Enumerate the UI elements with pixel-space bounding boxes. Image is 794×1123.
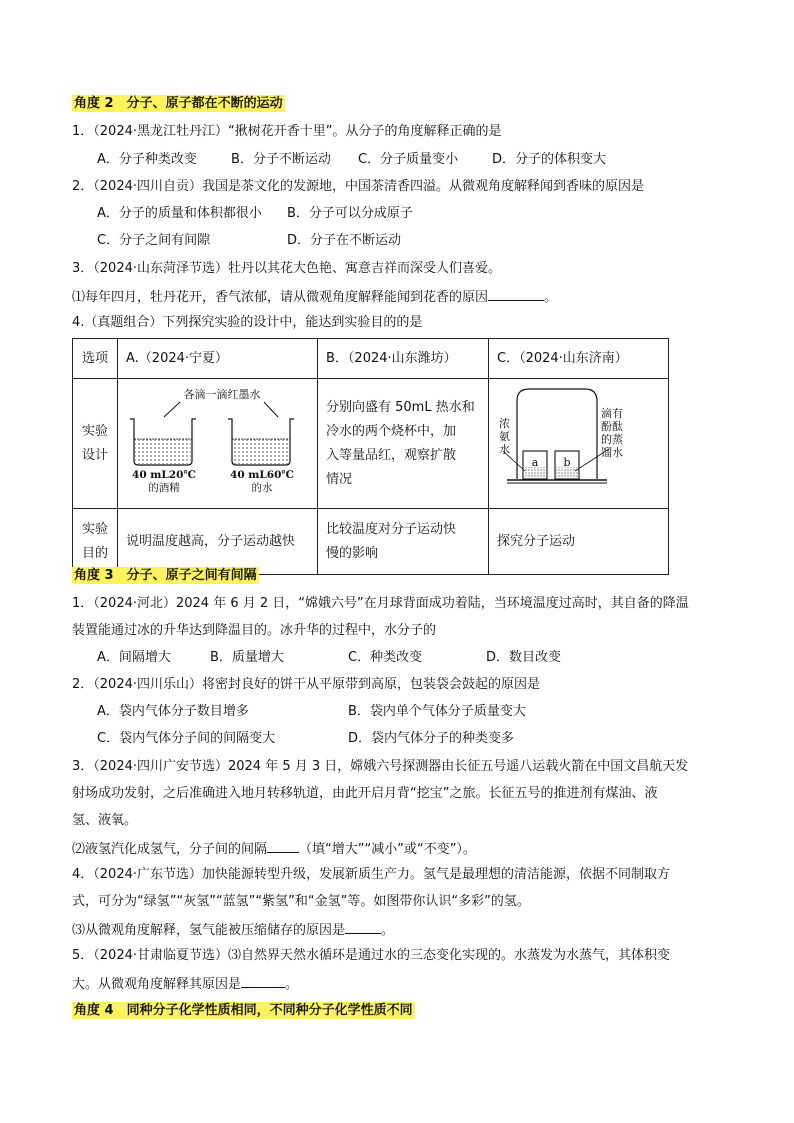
answer-blank[interactable] [345, 921, 381, 934]
svg-text:b: b [563, 456, 571, 469]
s2-q2-stem: 2．（2024·四川自贡）我国是茶文化的发源地，中国茶清香四溢。从微观角度解释闻到香味的原因是 [72, 179, 644, 194]
header-c: C．（2024·山东济南） [489, 339, 669, 379]
svg-text:水: 水 [499, 443, 510, 456]
s2-q2-option-b: B．分子可以分成原子 [287, 206, 413, 221]
goal-row [73, 509, 669, 575]
left-beaker [130, 419, 196, 465]
svg-text:酚酞: 酚酞 [601, 420, 623, 433]
s2-q3-stem: 3．（2024·山东菏泽节选）牡丹以其花大色艳、寓意吉祥而深受人们喜爱。 [72, 261, 501, 276]
s2-q3-sub [72, 288, 557, 306]
svg-text:的蒸: 的蒸 [601, 433, 623, 446]
s3-q2-stem: 2．（2024·四川乐山）将密封良好的饼干从平原带到高原，包装袋会鼓起的原因是 [72, 677, 540, 692]
beakers-figure [118, 379, 318, 499]
s2-q1-option-c: C．分子质量变小 [358, 152, 459, 167]
goal-c: 探究分子运动 [489, 509, 669, 575]
s2-q2-option-d: D．分子在不断运动 [287, 233, 402, 248]
s2-q1-option-d: D．分子的体积变大 [492, 152, 607, 167]
section-3-title: 角度 3 分子、原子之间有间隔 [74, 568, 257, 583]
s3-q4-stem-1: 4．（2024·广东节选）加快能源转型升级，发展新质生产力。氢气是最理想的清洁能源，依据不同制取方 [72, 867, 670, 882]
s2-q1-stem: 1．（2024·黑龙江牡丹江）“揪树花开香十里”。从分子的角度解释正确的是 [72, 124, 502, 139]
design-c-figure [489, 379, 669, 509]
goal-label: 实验 目的 [73, 509, 118, 575]
s3-q1-option-d: D．数目改变 [486, 650, 562, 665]
goal-a: 说明温度越高，分子运动越快 [118, 509, 318, 575]
s3-q5-stem-2: 大。从微观角度解释其原因是 。 [72, 977, 299, 992]
cup-b [555, 451, 579, 479]
section-4-title: 角度 4 同种分子化学性质相同，不同种分子化学性质不同 [74, 1003, 413, 1018]
s3-q1-option-a: A．间隔增大 [97, 650, 171, 665]
left-label-2: 的酒精 [148, 482, 180, 494]
design-b-text: 分别向盛有 50mL 热水和 冷水的两个烧杯中，加 入等量品红，观察扩散 情况 [318, 379, 489, 509]
header-option: 选项 [73, 339, 118, 379]
s3-q3-stem-3: 氢、液氧。 [72, 813, 138, 828]
s3-q1-option-c: C．种类改变 [348, 650, 423, 665]
s3-q4-sub: ⑶从微观角度解释，氢气能被压缩储存的原因是 。 [72, 923, 395, 938]
s3-q3-stem-2: 射场成功发射，之后准确进入地月转移轨道，由此开启月背“挖宝”之旅。长征五号的推进剂有煤油、液 [72, 786, 658, 801]
s2-q2-option-a: A．分子的质量和体积都很小 [97, 206, 262, 221]
experiment-table [72, 338, 669, 575]
answer-blank[interactable] [488, 288, 544, 301]
s3-q2-option-a: A．袋内气体分子数目增多 [97, 704, 249, 719]
table-header-row [73, 339, 669, 379]
svg-text:浓: 浓 [499, 417, 510, 430]
design-row [73, 379, 669, 509]
s3-q5-stem-1: 5．（2024·甘肃临夏节选）⑶自然界天然水循环是通过水的三态变化实现的。水蒸发为水蒸气，其体积变 [72, 948, 670, 963]
s3-q1-option-b: B．质量增大 [210, 650, 284, 665]
right-label-1: 40 mL60℃ [230, 469, 294, 481]
svg-text:a: a [531, 456, 539, 469]
design-a-figure [118, 379, 318, 509]
goal-b: 比较温度对分子运动快 慢的影响 [318, 509, 489, 575]
s3-q3-sub: ⑵液氢汽化成氢气，分子间的间隔 （填“增大”“减小”或“不变”）。 [72, 842, 476, 857]
s2-q4-stem: 4.（真题组合）下列探究实验的设计中，能达到实验目的的是 [72, 315, 423, 330]
bell-jar-figure [489, 379, 659, 499]
header-a: A.（2024·宁夏） [118, 339, 318, 379]
s2-q1-option-b: B．分子不断运动 [231, 152, 331, 167]
svg-text:氨: 氨 [499, 430, 510, 443]
section-4-header [72, 1003, 415, 1019]
s2-q2-option-c: C．分子之间有间隙 [97, 233, 211, 248]
s3-q3-stem-1: 3．（2024·四川广安节选）2024 年 5 月 3 日，嫦娥六号探测器由长征五号遥八运载火箭在中国文昌航天发 [72, 759, 689, 774]
s2-q3-sub-text: ⑴每年四月，牡丹花开，香气浓郁，请从微观角度解释能闻到花香的原因 [72, 290, 489, 305]
s2-q1-option-a: A．分子种类改变 [97, 152, 197, 167]
s3-q4-stem-2: 式，可分为“绿氢”“灰氢”“蓝氢”“紫氢”和“金氢”等。如图带你认识“多彩”的氢。 [72, 894, 530, 909]
s2-q3-sub-end: 。 [544, 290, 558, 305]
answer-blank[interactable] [267, 840, 299, 853]
s3-q2-option-b: B．袋内单个气体分子质量变大 [348, 704, 526, 719]
answer-blank[interactable] [241, 975, 285, 988]
s3-q2-option-d: D．袋内气体分子的种类变多 [348, 731, 515, 746]
caption-top: 各滴一滴红墨水 [183, 388, 261, 401]
right-beaker [228, 419, 294, 465]
section-3-header [72, 568, 259, 584]
svg-text:馏水: 馏水 [601, 446, 623, 459]
header-b: B．（2024·山东潍坊） [318, 339, 489, 379]
s3-q1-stem-2: 装置能通过冰的升华达到降温目的。冰升华的过程中，水分子的 [72, 623, 437, 638]
section-2-title: 角度 2 分子、原子都在不断的运动 [74, 96, 283, 111]
right-label-2: 的水 [251, 482, 273, 494]
design-label: 实验 设计 [73, 379, 118, 509]
s3-q2-option-c: C．袋内气体分子间的间隔变大 [97, 731, 276, 746]
left-label-1: 40 mL20℃ [132, 469, 196, 481]
s3-q1-stem-1: 1．（2024·河北）2024 年 6 月 2 日，“嫦娥六号”在月球背面成功着陆，当环境温度过高时，其自备的降温 [72, 596, 689, 611]
svg-text:滴有: 滴有 [601, 407, 623, 420]
section-2-header [72, 96, 285, 112]
cup-a [523, 451, 547, 479]
